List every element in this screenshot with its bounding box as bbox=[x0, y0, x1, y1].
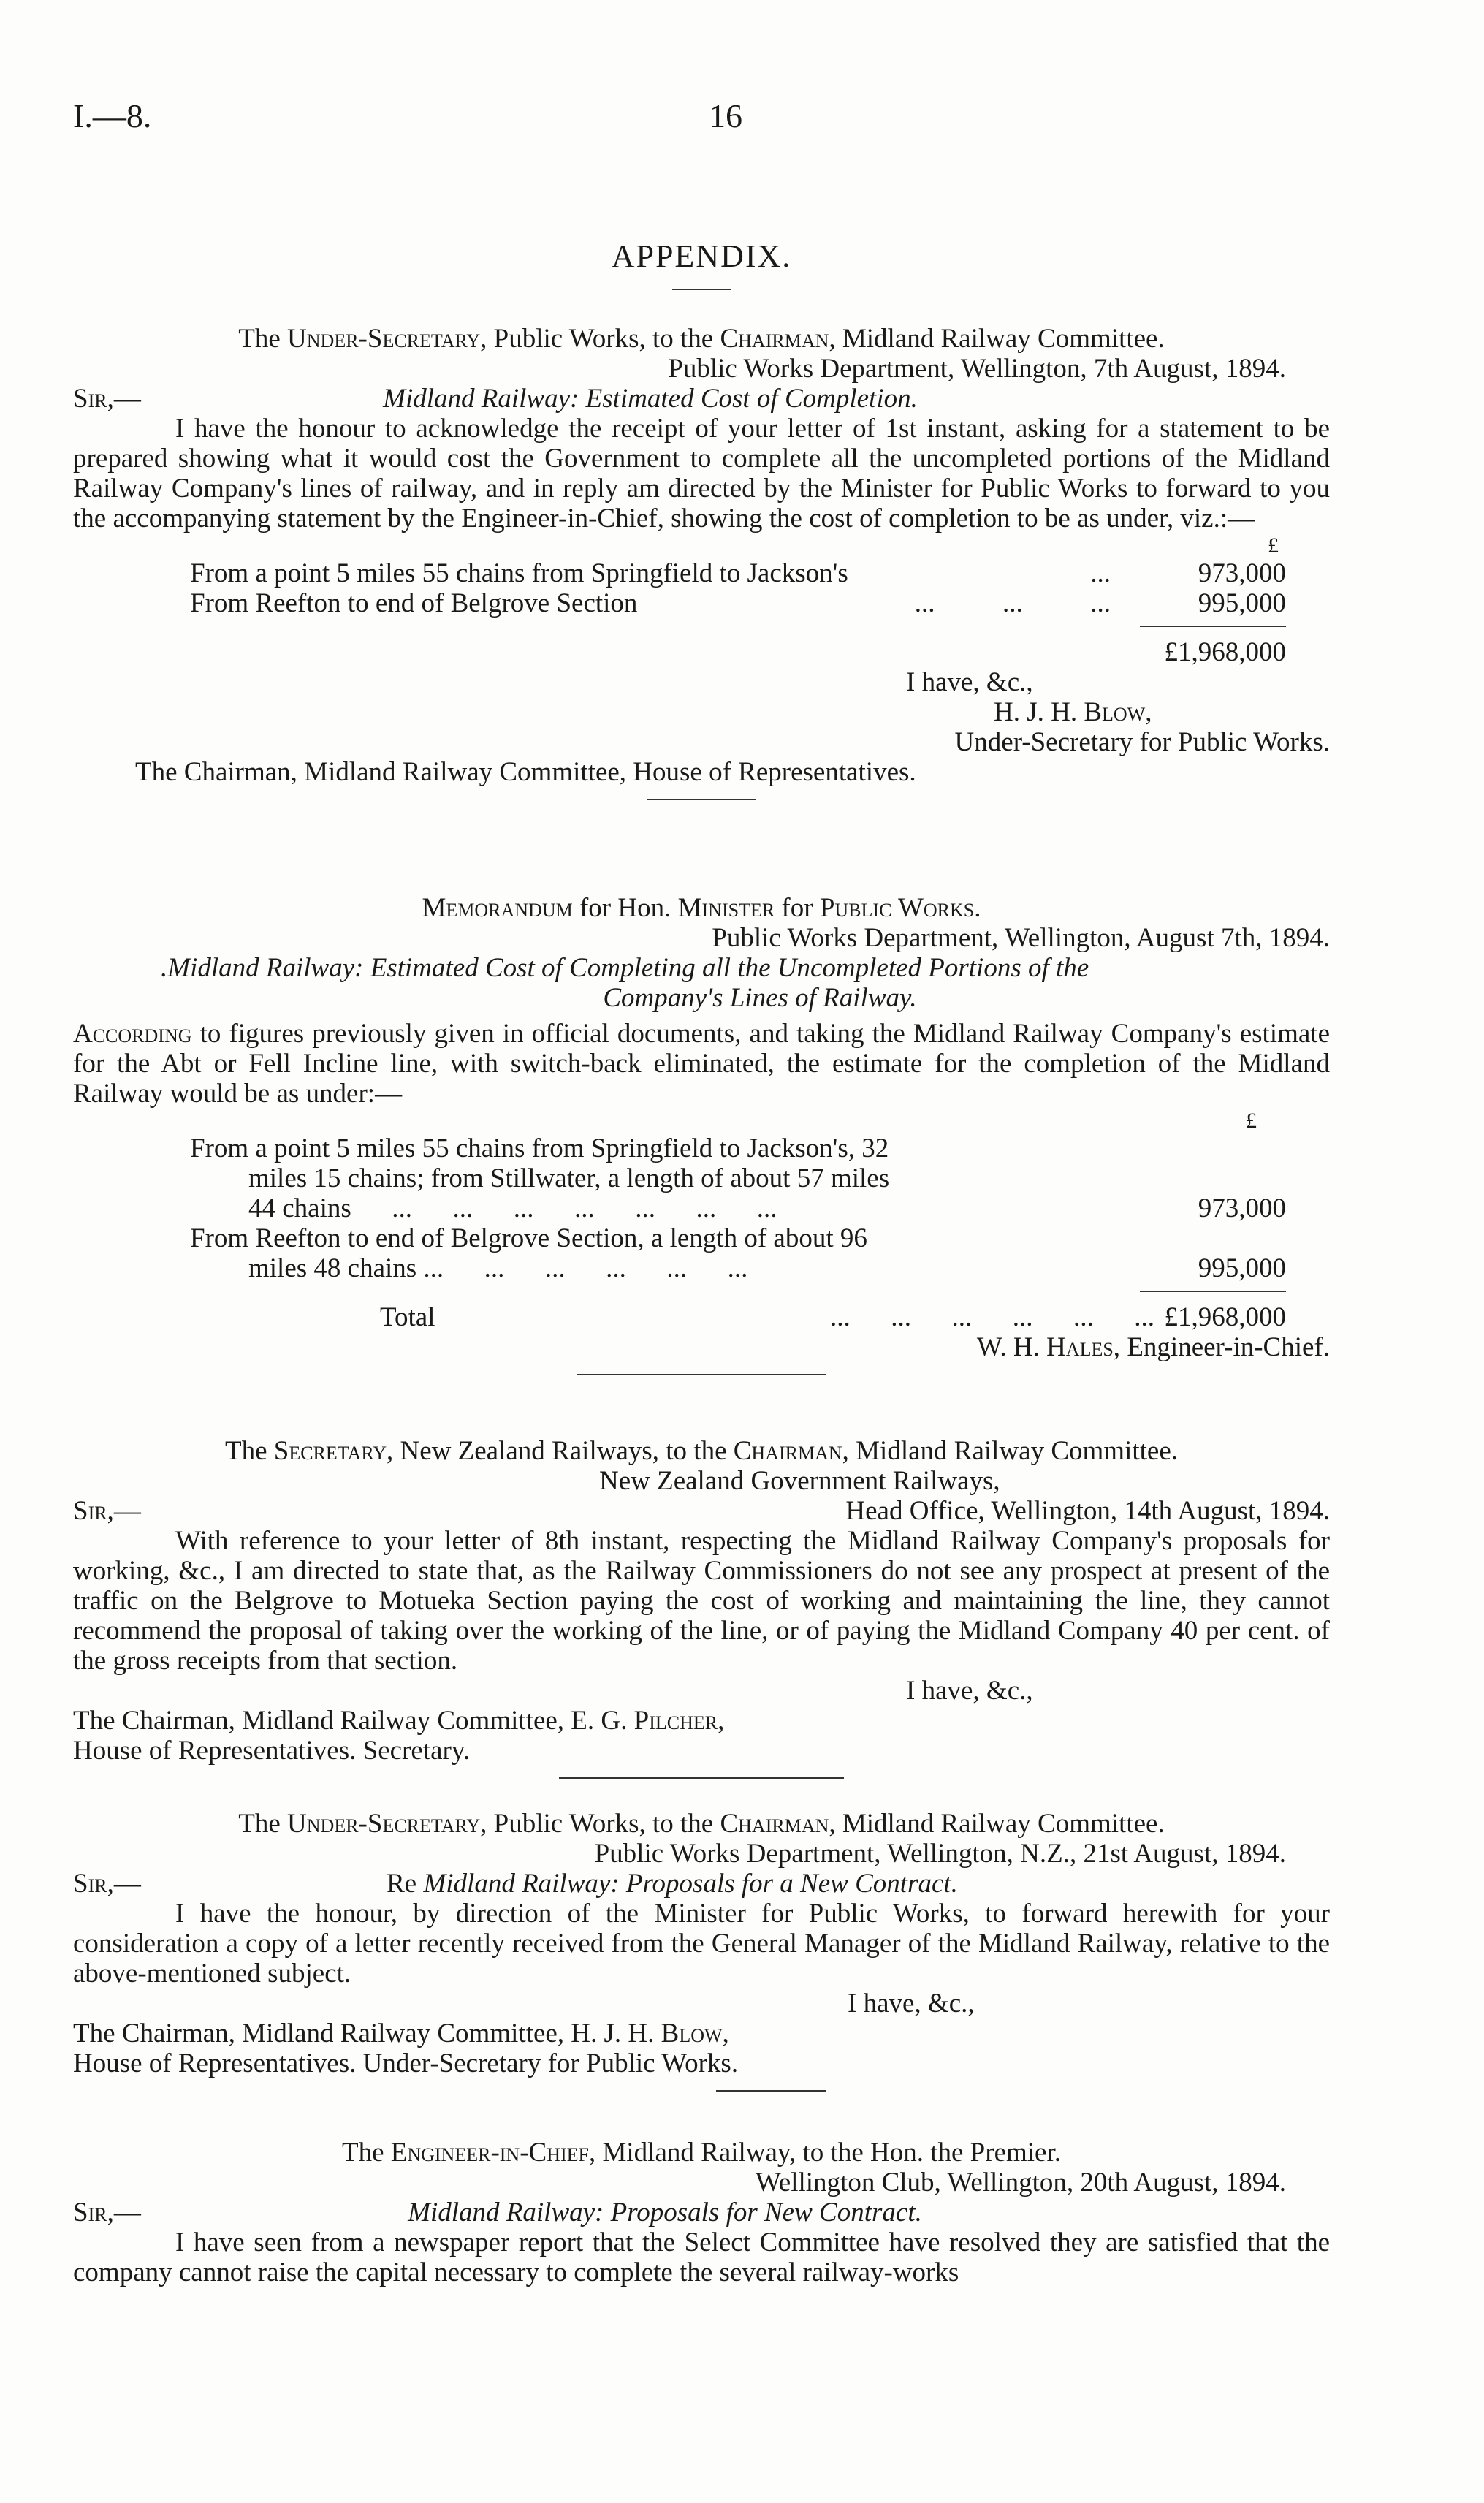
cost-table bbox=[73, 533, 1330, 667]
addressee: House of Representatives. bbox=[73, 1736, 357, 1766]
memo-signature: W. H. Hales, Engineer-in-Chief. bbox=[976, 1332, 1330, 1362]
memo-cost-table bbox=[73, 1109, 1330, 1332]
letter-body: I have seen from a newspaper report that the Select Committee have resolved they are satisfied that the company cannot raise the capital necessary to complete the several railway-works bbox=[73, 2227, 1330, 2287]
letter-address: Public Works Department, Wellington, N.Z., 21st August, 1894. bbox=[594, 1839, 1286, 1869]
divider bbox=[716, 2090, 826, 2092]
signer-title: Secretary. bbox=[362, 1736, 471, 1766]
letter-engineer-in-chief bbox=[73, 2138, 1330, 2287]
letter-heading: The Under-Secretary, Public Works, to the Chairman, Midland Railway Committee. bbox=[238, 1809, 1165, 1839]
memo-address: Public Works Department, Wellington, August 7th, 1894. bbox=[712, 923, 1330, 953]
memo-body: According to figures previously given in official documents, and taking the Midland Railway Company's estimate for the Abt or Fell Incline line, with switch-back eliminated, the estimate for the completion of the Midland Railway would be as under:— bbox=[73, 1019, 1330, 1109]
signer-name: E. G. Pilcher, bbox=[571, 1706, 725, 1736]
salutation-row bbox=[73, 2198, 1330, 2227]
salutation: Sir,— bbox=[73, 2198, 141, 2227]
cost-row: From Reefton to end of Belgrove Section ... ... ... 995,000 bbox=[190, 588, 1286, 618]
letter-under-secretary-2 bbox=[73, 1809, 1330, 2092]
divider bbox=[672, 289, 731, 290]
cost-row: From a point 5 miles 55 chains from Springfield to Jackson's, 32 miles 15 chains; from Stillwater, a length of about 57 miles 44 chains ... ... ... ... ... ... ... 973,000 bbox=[190, 1133, 1286, 1223]
memo-subject-line2: Company's Lines of Railway. bbox=[603, 983, 917, 1013]
memo-subject-line1: .Midland Railway: Estimated Cost of Completing all the Uncompleted Portions of the bbox=[161, 953, 1089, 983]
signature-row bbox=[73, 1706, 1330, 1736]
letter-subject: Midland Railway: Proposals for New Contract. bbox=[408, 2198, 922, 2227]
letter-address-2: Head Office, Wellington, 14th August, 1894. bbox=[845, 1496, 1330, 1526]
document-reference: I.—8. bbox=[73, 97, 152, 134]
letter-heading: The Secretary, New Zealand Railways, to the Chairman, Midland Railway Committee. bbox=[224, 1436, 1179, 1466]
letter-secretary-nz-railways bbox=[73, 1436, 1330, 1779]
letter-heading: The Engineer-in-Chief, Midland Railway, to the Hon. the Premier. bbox=[341, 2138, 1062, 2168]
salutation: Sir,— bbox=[73, 384, 141, 414]
signature-row bbox=[73, 1736, 1330, 1766]
signature-row bbox=[73, 2018, 1330, 2048]
letter-under-secretary-1 bbox=[73, 324, 1330, 800]
addressee: The Chairman, Midland Railway Committee, House of Representatives. bbox=[135, 757, 916, 787]
addressee: The Chairman, Midland Railway Committee, bbox=[73, 2018, 565, 2048]
currency-symbol: £ bbox=[1246, 1109, 1257, 1133]
page-number: 16 bbox=[709, 97, 742, 134]
letter-subject: Midland Railway: Estimated Cost of Completion. bbox=[383, 384, 918, 414]
total-row: Total ... ... ... ... ... ... £1,968,000 bbox=[380, 1302, 1286, 1332]
letter-heading: The Under-Secretary, Public Works, to the Chairman, Midland Railway Committee. bbox=[238, 324, 1165, 354]
appendix-title: APPENDIX. bbox=[611, 238, 792, 274]
salutation: Sir,— bbox=[73, 1496, 141, 1526]
cost-row: From a point 5 miles 55 chains from Springfield to Jackson's ... 973,000 bbox=[190, 558, 1286, 588]
closing: I have, &c., bbox=[848, 1989, 975, 2018]
signer-title: Under-Secretary for Public Works. bbox=[954, 727, 1330, 757]
letter-address: Wellington Club, Wellington, 20th August, 1894. bbox=[755, 2168, 1286, 2198]
letter-body: I have the honour, by direction of the Minister for Public Works, to forward herewith for your consideration a copy of a letter recently received from the General Manager of the Midland Railway, relative to the above-mentioned subject. bbox=[73, 1899, 1330, 1989]
signature-row bbox=[73, 2048, 1330, 2078]
divider bbox=[577, 1374, 826, 1375]
addressee: House of Representatives. bbox=[73, 2048, 357, 2078]
signer-name: H. J. H. Blow, bbox=[994, 697, 1152, 727]
memo-heading: Memorandum for Hon. Minister for Public Works. bbox=[422, 893, 981, 923]
letter-body: With reference to your letter of 8th instant, respecting the Midland Railway Company's proposals for working, &c., I am directed to state that, as the Railway Commissioners do not see any prospect at present of the traffic on the Belgrove to Motueka Section paying the cost of working and maintaining the line, they cannot recommend the proposal of taking over the working of the line, or of paying the Midland Company 40 per cent. of the gross receipts from that section. bbox=[73, 1526, 1330, 1676]
currency-symbol: £ bbox=[1268, 533, 1279, 558]
letter-subject: Re Midland Railway: Proposals for a New Contract. bbox=[387, 1869, 958, 1899]
cost-total: £1,968,000 bbox=[1164, 637, 1286, 667]
closing: I have, &c., bbox=[906, 667, 1033, 697]
memorandum bbox=[73, 893, 1330, 1375]
salutation: Sir,— bbox=[73, 1869, 141, 1899]
sum-rule bbox=[1140, 626, 1286, 627]
appendix-title-block bbox=[73, 238, 1330, 290]
signer-title: Under-Secretary for Public Works. bbox=[362, 2048, 739, 2078]
addressee: The Chairman, Midland Railway Committee, bbox=[73, 1706, 565, 1736]
divider bbox=[647, 799, 756, 800]
letter-body: I have the honour to acknowledge the receipt of your letter of 1st instant, asking for a statement to be prepared showing what it would cost the Government to complete all the uncompleted portions of the Midland Railway Company's lines of railway, and in reply am directed by the Minister for Public Works to forward to you the accompanying statement by the Engineer-in-Chief, showing the cost of completion to be as under, viz.:— bbox=[73, 414, 1330, 533]
signer-name: H. J. H. Blow, bbox=[571, 2018, 729, 2048]
salutation-row bbox=[73, 384, 1330, 414]
closing: I have, &c., bbox=[906, 1676, 1033, 1706]
salutation-row bbox=[73, 1869, 1330, 1899]
cost-row: From Reefton to end of Belgrove Section, a length of about 96 miles 48 chains ... ... ... ... ... ... 995,000 bbox=[190, 1223, 1286, 1283]
divider bbox=[559, 1777, 844, 1779]
letter-address: Public Works Department, Wellington, 7th August, 1894. bbox=[668, 354, 1286, 384]
letter-address: New Zealand Government Railways, bbox=[599, 1466, 1000, 1496]
salutation-row bbox=[73, 1496, 1330, 1526]
sum-rule bbox=[1140, 1291, 1286, 1292]
